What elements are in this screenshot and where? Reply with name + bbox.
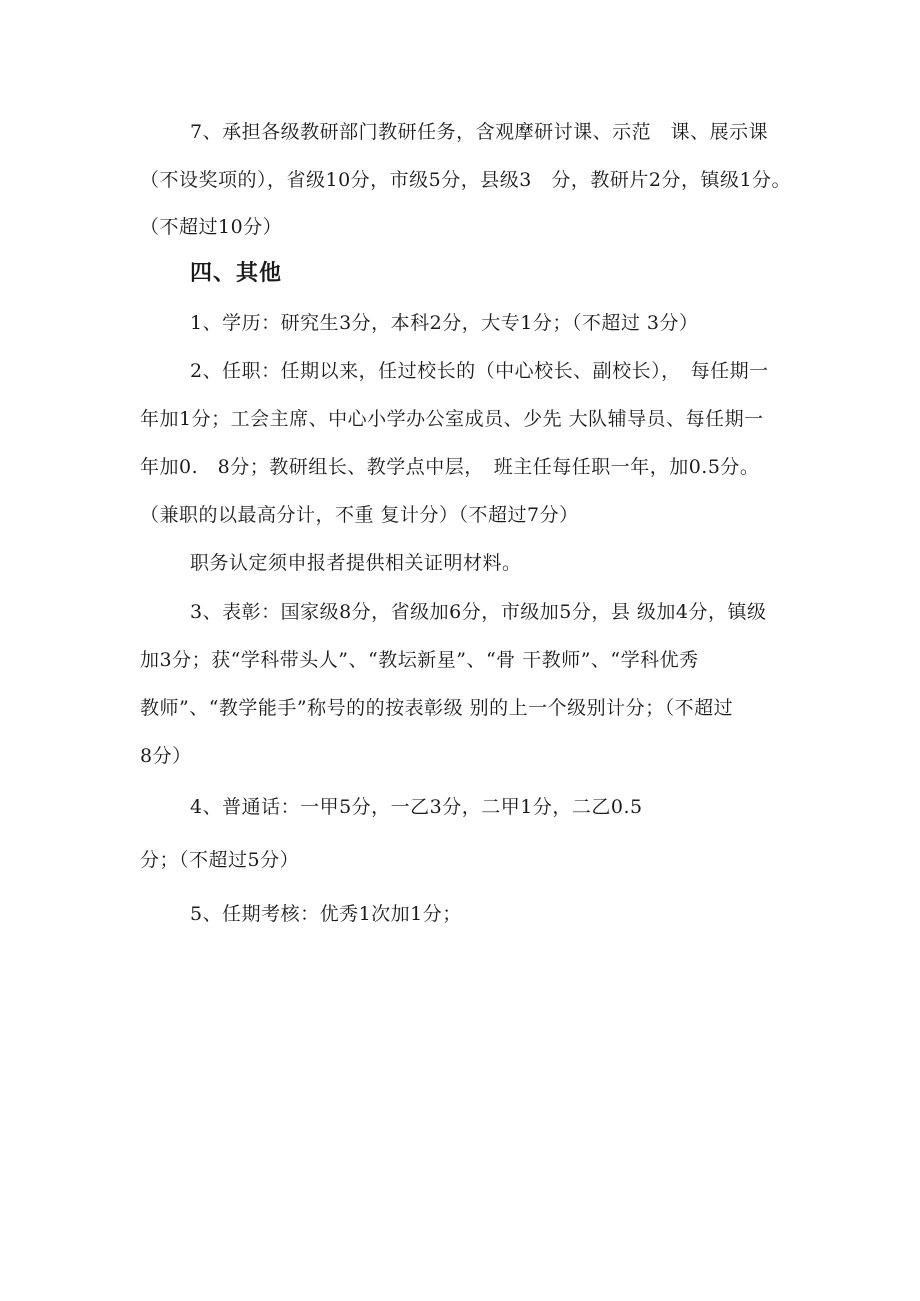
item4-line1: 4、普通话：一甲5分，一乙3分，二甲1分，二乙0.5 [190,796,643,818]
item1-line1: 1、学历：研究生3分，本科2分，大专1分；（不超过 3分） [190,312,699,334]
item2-line2: 年加1分；工会主席、中心小学办公室成员、少先 大队辅导员、每任期一 [140,408,764,430]
section4-heading: 四、其他 [190,261,283,286]
item7-line1: 7、承担各级教研部门教研任务，含观摩研讨课、示范 课、展示课 [190,121,769,143]
item7-line3: （不超过10分） [140,216,283,238]
item2-line4: （兼职的以最高分计，不重 复计分）（不超过7分） [140,504,579,526]
item3-line2: 加3分；获“学科带头人”、“教坛新星”、“骨 干教师”、“学科优秀 [140,649,699,671]
item2-line1: 2、任职：任期以来，任过校长的（中心校长、副校长）， 每任期一 [190,360,769,382]
item3-line1: 3、表彰：国家级8分，省级加6分，市级加5分，县 级加4分，镇级 [190,601,767,623]
item3-line3: 教师”、“教学能手”称号的的按表彰级 别的上一个级别计分；（不超过 [140,697,734,719]
item2-line3: 年加0. 8分；教研组长、教学点中层， 班主任每任职一年，加0.5分。 [140,456,760,478]
item4-line2: 分；（不超过5分） [140,849,300,871]
note-line1: 职务认定须申报者提供相关证明材料。 [190,552,522,574]
item7-line2: （不设奖项的），省级10分，市级5分，县级3 分，教研片2分，镇级1分。 [140,169,792,191]
item3-line4: 8分） [140,745,192,767]
item5-line1: 5、任期考核：优秀1次加1分； [190,903,462,925]
